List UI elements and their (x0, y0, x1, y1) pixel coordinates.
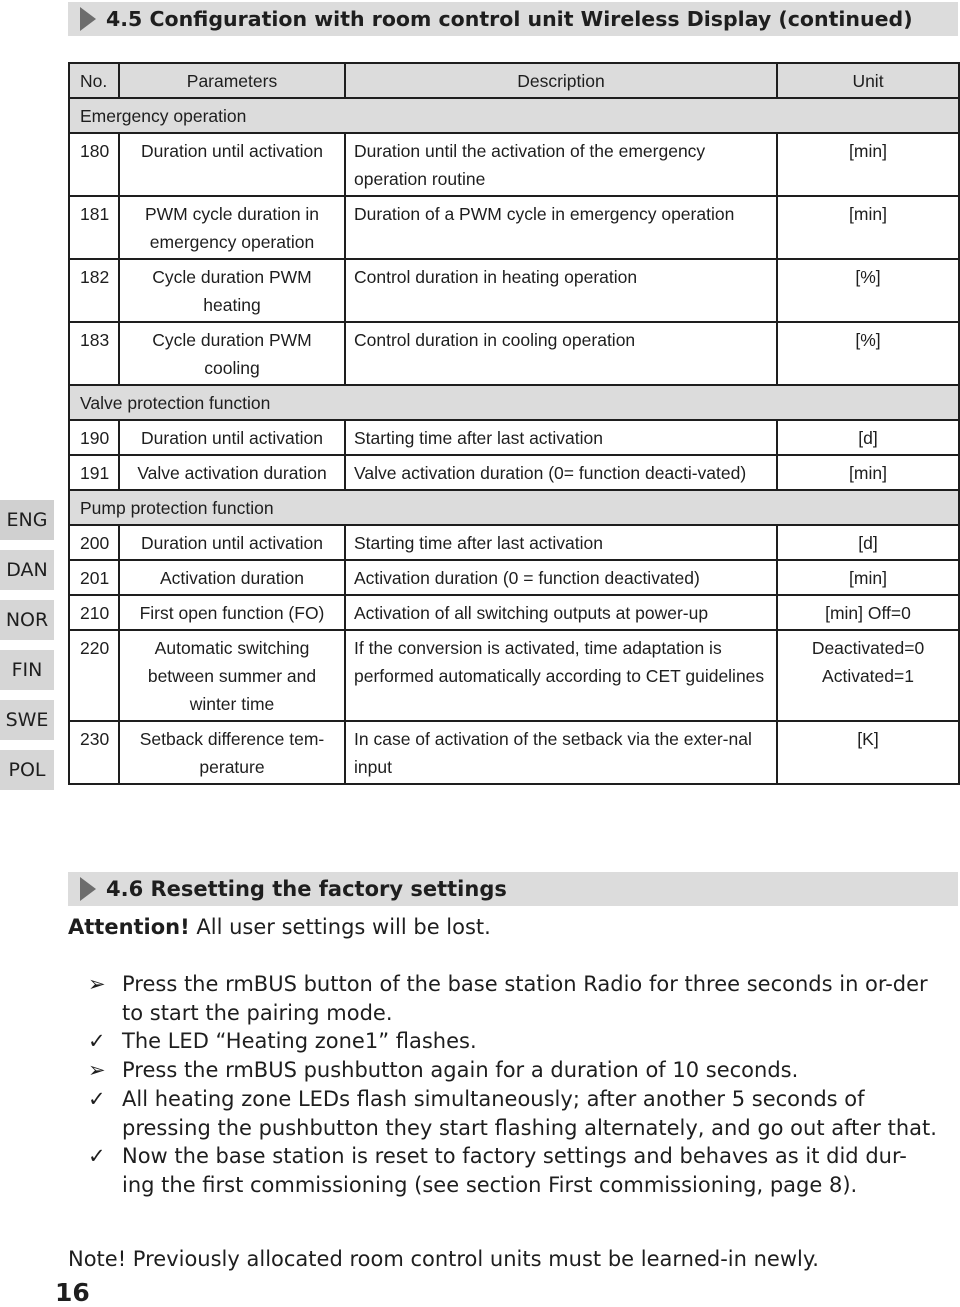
no-cell: 220 (69, 630, 119, 721)
description-cell: Control duration in heating operation (345, 259, 777, 322)
description-cell: Activation of all switching outputs at power-up (345, 595, 777, 630)
unit-cell: [min] (777, 133, 959, 196)
no-cell: 182 (69, 259, 119, 322)
list-item (88, 1142, 938, 1199)
section-title-cell: Valve protection function (69, 385, 959, 420)
description-cell: Valve activation duration (0= function deacti-vated) (345, 455, 777, 490)
unit-cell: [d] (777, 525, 959, 560)
table-row (69, 196, 959, 259)
triangle-bullet-icon (80, 877, 96, 901)
table-row (69, 595, 959, 630)
table-row (69, 560, 959, 595)
table-section-row (69, 98, 959, 133)
parameter-cell: PWM cycle duration in emergency operation (119, 196, 345, 259)
description-cell: Starting time after last activation (345, 420, 777, 455)
language-tab-dan[interactable]: DAN (0, 550, 54, 590)
language-tab-fin[interactable]: FIN (0, 650, 54, 690)
language-tab-nor[interactable]: NOR (0, 600, 54, 640)
list-item (88, 1085, 938, 1142)
column-header-parameters: Parameters (119, 63, 345, 98)
table-header-row (69, 63, 959, 98)
parameter-cell: Setback difference tem-perature (119, 721, 345, 784)
column-header-description: Description (345, 63, 777, 98)
unit-cell: [d] (777, 420, 959, 455)
note-text: Note! Previously allocated room control units must be learned-in newly. (68, 1247, 819, 1271)
no-cell: 210 (69, 595, 119, 630)
column-header-no: No. (69, 63, 119, 98)
table-row (69, 525, 959, 560)
section-header-4-6 (68, 872, 958, 906)
parameter-cell: Duration until activation (119, 525, 345, 560)
language-tab-pol[interactable]: POL (0, 750, 54, 790)
attention-text: All user settings will be lost. (196, 915, 491, 939)
table-section-row (69, 385, 959, 420)
parameter-cell: Cycle duration PWM cooling (119, 322, 345, 385)
unit-cell: [min] (777, 196, 959, 259)
description-cell: Control duration in cooling operation (345, 322, 777, 385)
parameter-cell: Automatic switching between summer and winter time (119, 630, 345, 721)
column-header-unit: Unit (777, 63, 959, 98)
parameter-cell: First open function (FO) (119, 595, 345, 630)
list-item (88, 1056, 938, 1085)
check-mark-icon: ✓ (88, 1086, 106, 1111)
table-row (69, 259, 959, 322)
description-cell: In case of activation of the setback via the exter-nal input (345, 721, 777, 784)
no-cell: 230 (69, 721, 119, 784)
description-cell: Activation duration (0 = function deactivated) (345, 560, 777, 595)
list-item (88, 970, 938, 1027)
list-item (88, 1027, 938, 1056)
attention-label: Attention! (68, 915, 190, 939)
table-section-row (69, 490, 959, 525)
section-title: 4.5 Configuration with room control unit Wireless Display (continued) (106, 7, 913, 31)
parameter-cell: Cycle duration PWM heating (119, 259, 345, 322)
description-cell: If the conversion is activated, time adaptation is performed automatically according to CET guidelines (345, 630, 777, 721)
description-cell: Duration of a PWM cycle in emergency operation (345, 196, 777, 259)
reset-steps-list (88, 970, 938, 1200)
unit-cell: [%] (777, 259, 959, 322)
language-tab-swe[interactable]: SWE (0, 700, 54, 740)
step-text: All heating zone LEDs flash simultaneously; after another 5 seconds of pressing the pushbutton they start flashing alternately, and go out after that. (122, 1086, 937, 1140)
table-row (69, 455, 959, 490)
parameter-cell: Activation duration (119, 560, 345, 595)
table-row (69, 630, 959, 721)
section-title-cell: Pump protection function (69, 490, 959, 525)
parameter-cell: Duration until activation (119, 133, 345, 196)
page-number: 16 (55, 1278, 90, 1307)
no-cell: 181 (69, 196, 119, 259)
parameters-table (68, 62, 960, 785)
description-cell: Duration until the activation of the emergency operation routine (345, 133, 777, 196)
table-row (69, 322, 959, 385)
arrow-bullet-icon: ➢ (88, 1058, 106, 1083)
no-cell: 200 (69, 525, 119, 560)
unit-cell: [%] (777, 322, 959, 385)
table-row (69, 420, 959, 455)
section-title: 4.6 Resetting the factory settings (106, 877, 507, 901)
no-cell: 190 (69, 420, 119, 455)
unit-cell: [min] (777, 455, 959, 490)
step-text: The LED “Heating zone1” flashes. (122, 1029, 477, 1054)
check-mark-icon: ✓ (88, 1029, 106, 1054)
parameter-cell: Duration until activation (119, 420, 345, 455)
section-title-cell: Emergency operation (69, 98, 959, 133)
unit-cell: [K] (777, 721, 959, 784)
section-header-4-5 (68, 2, 958, 36)
unit-cell: [min] (777, 560, 959, 595)
unit-cell: [min] Off=0 (777, 595, 959, 630)
parameter-cell: Valve activation duration (119, 455, 345, 490)
table-row (69, 133, 959, 196)
no-cell: 183 (69, 322, 119, 385)
language-tabs (0, 500, 54, 800)
language-tab-eng[interactable]: ENG (0, 500, 54, 540)
no-cell: 191 (69, 455, 119, 490)
check-mark-icon: ✓ (88, 1144, 106, 1169)
attention-line (68, 915, 491, 939)
step-text: Now the base station is reset to factory settings and behaves as it did dur-ing the first commissioning (see section First commissioning, page 8). (122, 1144, 907, 1197)
no-cell: 180 (69, 133, 119, 196)
step-text: Press the rmBUS pushbutton again for a duration of 10 seconds. (122, 1058, 799, 1083)
step-text: Press the rmBUS button of the base station Radio for three seconds in or-der to start the pairing mode. (122, 972, 928, 1025)
unit-cell: Deactivated=0 Activated=1 (777, 630, 959, 721)
table-row (69, 721, 959, 784)
arrow-bullet-icon: ➢ (88, 972, 106, 996)
description-cell: Starting time after last activation (345, 525, 777, 560)
triangle-bullet-icon (80, 7, 96, 31)
no-cell: 201 (69, 560, 119, 595)
